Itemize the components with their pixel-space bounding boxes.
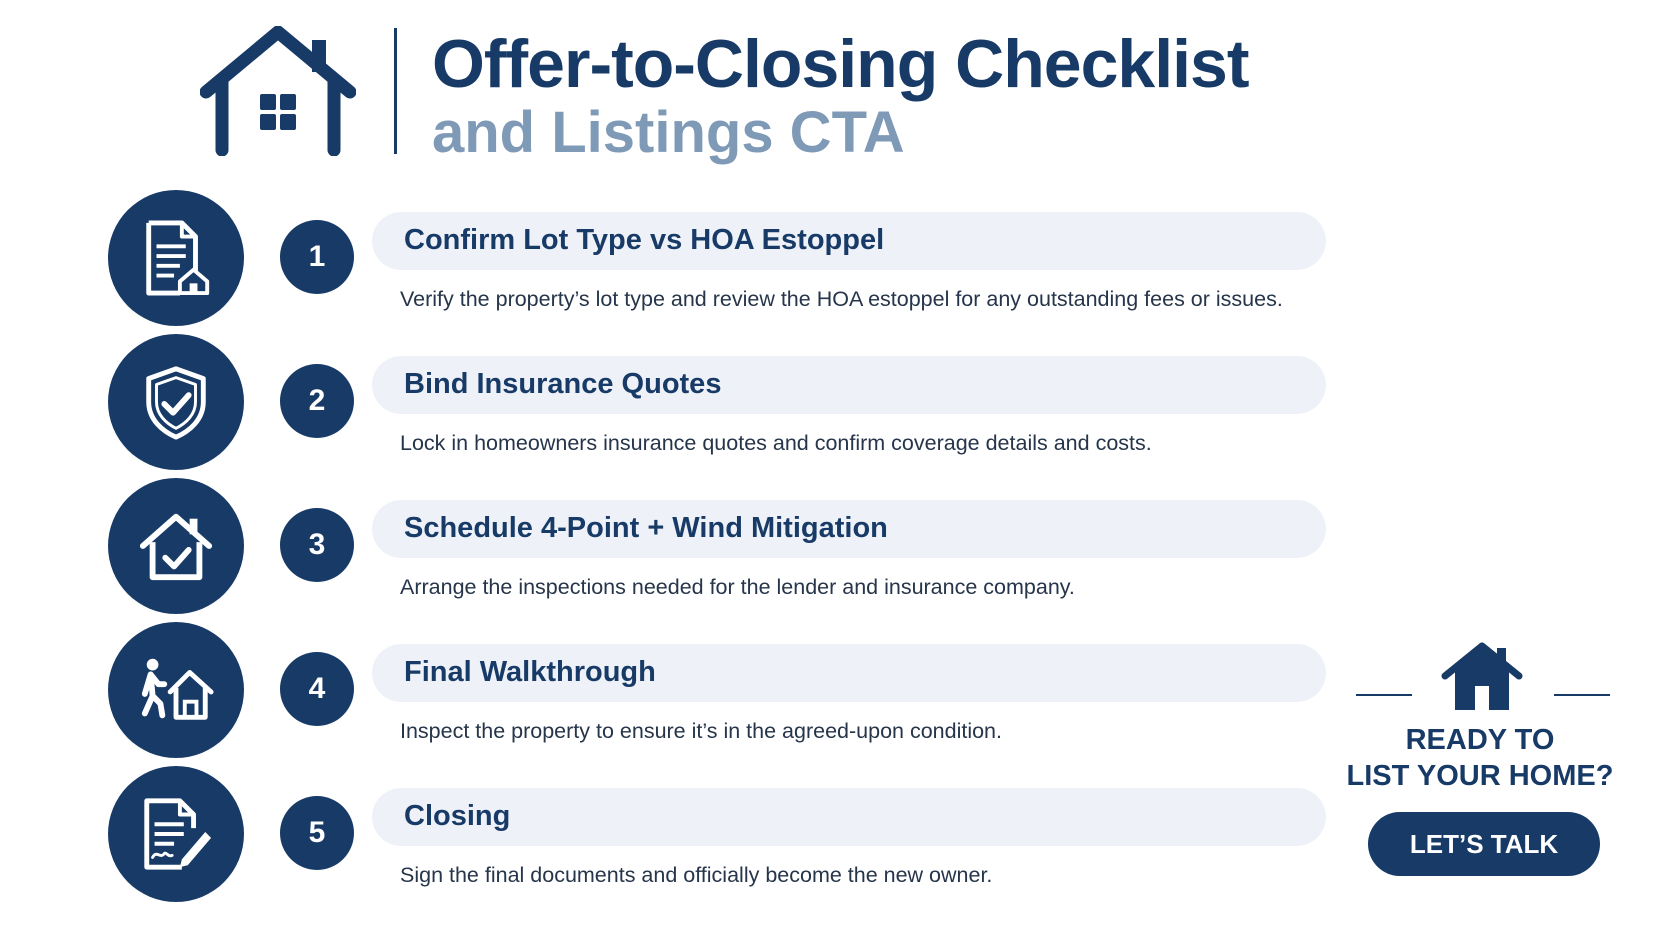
house-icon bbox=[200, 26, 356, 156]
checklist-step-4 bbox=[0, 622, 1340, 762]
cta-divider-right bbox=[1554, 694, 1610, 696]
step-title: Bind Insurance Quotes bbox=[404, 368, 722, 400]
step-number-badge: 4 bbox=[280, 652, 354, 726]
step-title: Final Walkthrough bbox=[404, 656, 656, 688]
document-house-icon bbox=[137, 219, 215, 297]
step-title-pill bbox=[372, 788, 1326, 846]
walking-person-house-icon bbox=[137, 651, 215, 729]
house-icon bbox=[1441, 640, 1523, 712]
step-title: Closing bbox=[404, 800, 511, 832]
step-description: Lock in homeowners insurance quotes and confirm coverage details and costs. bbox=[400, 431, 1152, 455]
step-description: Arrange the inspections needed for the lender and insurance company. bbox=[400, 575, 1075, 599]
cta-heading bbox=[1330, 722, 1630, 794]
step-icon-circle bbox=[108, 478, 244, 614]
cta-heading-line-1: READY TO bbox=[1405, 724, 1555, 756]
step-number-badge: 1 bbox=[280, 220, 354, 294]
cta-divider-left bbox=[1356, 694, 1412, 696]
step-number-badge: 5 bbox=[280, 796, 354, 870]
step-description: Verify the property’s lot type and review the HOA estoppel for any outstanding fees or issues. bbox=[400, 287, 1283, 311]
step-icon-circle bbox=[108, 334, 244, 470]
shield-check-icon bbox=[137, 363, 215, 441]
step-icon-circle bbox=[108, 622, 244, 758]
step-description: Inspect the property to ensure it’s in the agreed-upon condition. bbox=[400, 719, 1002, 743]
step-number-badge: 3 bbox=[280, 508, 354, 582]
page-title: Offer-to-Closing Checklist bbox=[432, 26, 1249, 102]
step-icon-circle bbox=[108, 766, 244, 902]
page-subtitle: and Listings CTA bbox=[432, 100, 905, 165]
checklist-step-1 bbox=[0, 190, 1340, 330]
checklist-step-2 bbox=[0, 334, 1340, 474]
lets-talk-button[interactable]: LET’S TALK bbox=[1368, 812, 1600, 876]
checklist-step-5 bbox=[0, 766, 1340, 906]
step-title: Schedule 4-Point + Wind Mitigation bbox=[404, 512, 888, 544]
step-number-badge: 2 bbox=[280, 364, 354, 438]
house-check-icon bbox=[137, 507, 215, 585]
checklist-step-3 bbox=[0, 478, 1340, 618]
document-signature-icon bbox=[137, 795, 215, 873]
step-icon-circle bbox=[108, 190, 244, 326]
step-description: Sign the final documents and officially become the new owner. bbox=[400, 863, 993, 887]
step-title: Confirm Lot Type vs HOA Estoppel bbox=[404, 224, 885, 256]
cta-heading-line-2: LIST YOUR HOME? bbox=[1346, 760, 1614, 792]
header-divider bbox=[394, 28, 397, 154]
